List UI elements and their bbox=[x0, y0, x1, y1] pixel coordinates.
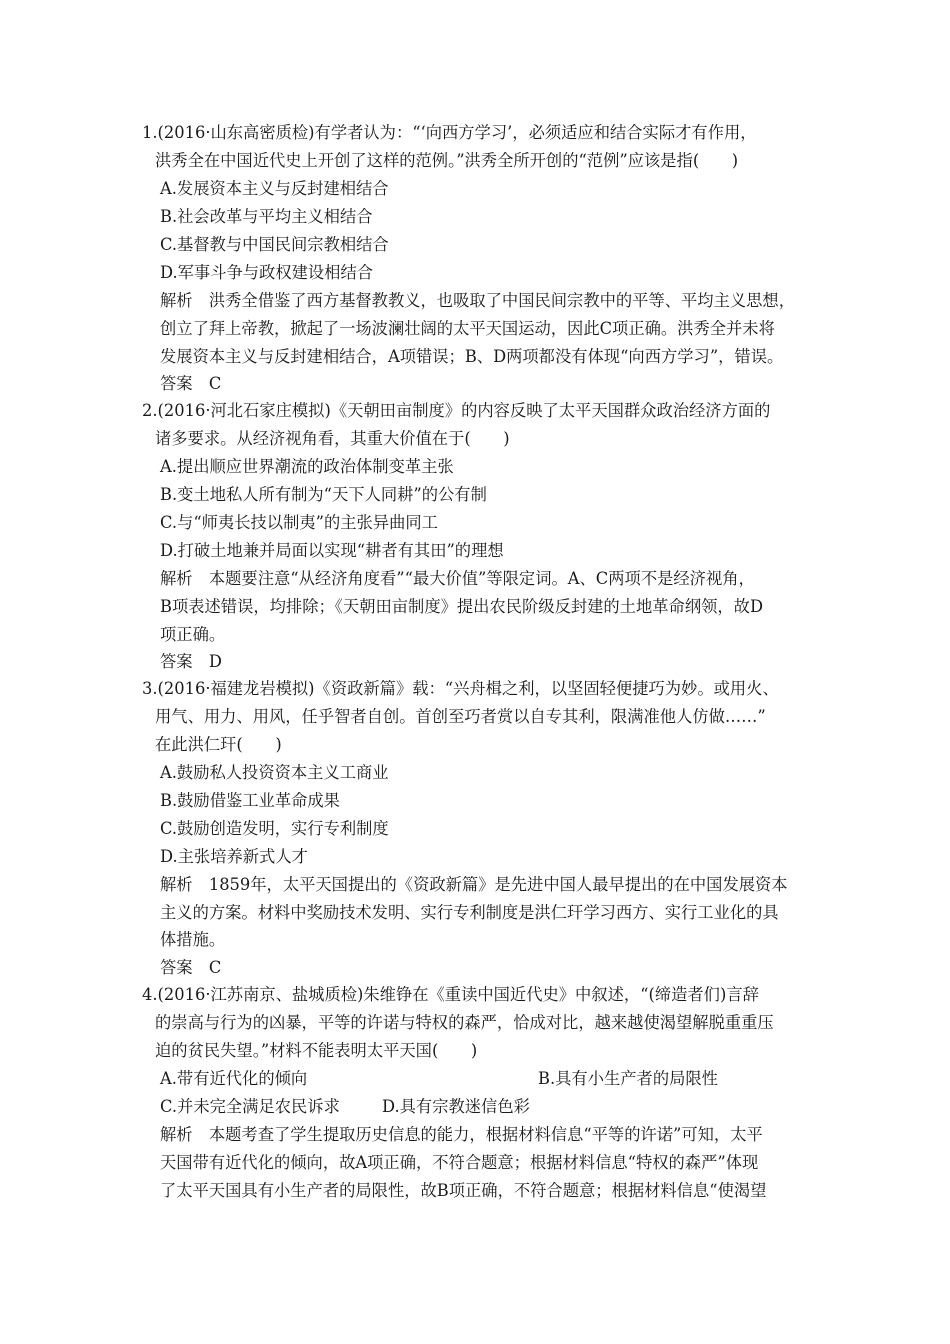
question-4-analysis-line-1: 解析 本题考查了学生提取历史信息的能力，根据材料信息“平等的许诺”可知，太平 bbox=[160, 1125, 763, 1144]
question-3-answer: 答案 C bbox=[160, 958, 222, 977]
question-3-stem-line-2: 用气、用力、用风，任乎智者自创。首创至巧者赏以自专其利，限满准他人仿做……” bbox=[155, 707, 766, 726]
question-2-answer: 答案 D bbox=[160, 652, 222, 671]
question-3-option-c: C.鼓励创造发明，实行专利制度 bbox=[160, 819, 389, 838]
question-4-option-c: C.并未完全满足农民诉求 bbox=[160, 1097, 340, 1116]
question-3-option-a: A.鼓励私人投资资本主义工商业 bbox=[160, 763, 389, 782]
question-1-option-c: C.基督教与中国民间宗教相结合 bbox=[160, 235, 389, 254]
question-3-analysis-line-2: 主义的方案。材料中奖励技术发明、实行专利制度是洪仁玕学习西方、实行工业化的具 bbox=[160, 903, 779, 922]
question-1-option-a: A.发展资本主义与反封建相结合 bbox=[160, 179, 389, 198]
question-4-option-a: A.带有近代化的倾向 bbox=[160, 1069, 308, 1088]
question-4-option-d: D.具有宗教迷信色彩 bbox=[382, 1097, 530, 1116]
question-1-stem-line-2: 洪秀全在中国近代史上开创了这样的范例。”洪秀全所开创的“范例”应该是指( ) bbox=[155, 151, 739, 170]
question-2-stem-line-2: 诸多要求。从经济视角看，其重大价值在于( ) bbox=[155, 429, 510, 448]
question-3-analysis-line-1: 解析 1859年，太平天国提出的《资政新篇》是先进中国人最早提出的在中国发展资本 bbox=[160, 875, 788, 894]
question-2-option-c: C.与“师夷长技以制夷”的主张异曲同工 bbox=[160, 513, 438, 532]
question-4-option-b: B.具有小生产者的局限性 bbox=[538, 1069, 718, 1088]
question-1-answer: 答案 C bbox=[160, 374, 222, 393]
question-2-stem-line-1: 2.(2016·河北石家庄模拟)《天朝田亩制度》的内容反映了太平天国群众政治经济方面的 bbox=[142, 401, 771, 420]
question-2-analysis-line-3: 项正确。 bbox=[160, 625, 226, 644]
question-3-analysis-line-3: 体措施。 bbox=[160, 930, 226, 949]
question-2-option-b: B.变土地私人所有制为“天下人同耕”的公有制 bbox=[160, 485, 487, 504]
question-1-stem-line-1: 1.(2016·山东高密质检)有学者认为：“‘向西方学习’，必须适应和结合实际才有作用， bbox=[142, 123, 757, 142]
question-1-option-b: B.社会改革与平均主义相结合 bbox=[160, 207, 373, 226]
question-4-analysis-line-2: 天国带有近代化的倾向，故A项正确，不符合题意；根据材料信息“特权的森严”体现 bbox=[160, 1153, 759, 1172]
question-4-stem-line-3: 迫的贫民失望。”材料不能表明太平天国( ) bbox=[155, 1041, 478, 1060]
question-1-analysis-line-1: 解析 洪秀全借鉴了西方基督教教义，也吸取了中国民间宗教中的平等、平均主义思想， bbox=[160, 291, 795, 310]
question-2-analysis-line-1: 解析 本题要注意“从经济角度看”“最大价值”等限定词。A、C两项不是经济视角， bbox=[160, 569, 755, 588]
question-2-option-d: D.打破土地兼并局面以实现“耕者有其田”的理想 bbox=[160, 541, 504, 560]
question-4-analysis-line-3: 了太平天国具有小生产者的局限性，故B项正确，不符合题意；根据材料信息“使渴望 bbox=[160, 1181, 767, 1200]
question-1-option-d: D.军事斗争与政权建设相结合 bbox=[160, 263, 374, 282]
question-1-analysis-line-2: 创立了拜上帝教，掀起了一场波澜壮阔的太平天国运动，因此C项正确。洪秀全并未将 bbox=[160, 319, 775, 338]
question-1-analysis-line-3: 发展资本主义与反封建相结合，A项错误；B、D两项都没有体现“向西方学习”，错误。 bbox=[160, 347, 784, 366]
question-4-stem-line-1: 4.(2016·江苏南京、盐城质检)朱维铮在《重读中国近代史》中叙述，“(缔造者们)言辞 bbox=[142, 985, 759, 1004]
question-3-stem-line-1: 3.(2016·福建龙岩模拟)《资政新篇》载：“兴舟楫之利，以坚固轻便捷巧为妙。或用火、 bbox=[142, 679, 779, 698]
question-2-option-a: A.提出顺应世界潮流的政治体制变革主张 bbox=[160, 457, 454, 476]
question-4-stem-line-2: 的崇高与行为的凶暴，平等的许诺与特权的森严，恰成对比，越来越使渴望解脱重重压 bbox=[155, 1013, 774, 1032]
question-3-option-d: D.主张培养新式人才 bbox=[160, 847, 308, 866]
question-2-analysis-line-2: B项表述错误，均排除；《天朝田亩制度》提出农民阶级反封建的土地革命纲领，故D bbox=[160, 597, 764, 616]
question-3-stem-line-3: 在此洪仁玕( ) bbox=[155, 735, 282, 754]
question-3-option-b: B.鼓励借鉴工业革命成果 bbox=[160, 791, 340, 810]
